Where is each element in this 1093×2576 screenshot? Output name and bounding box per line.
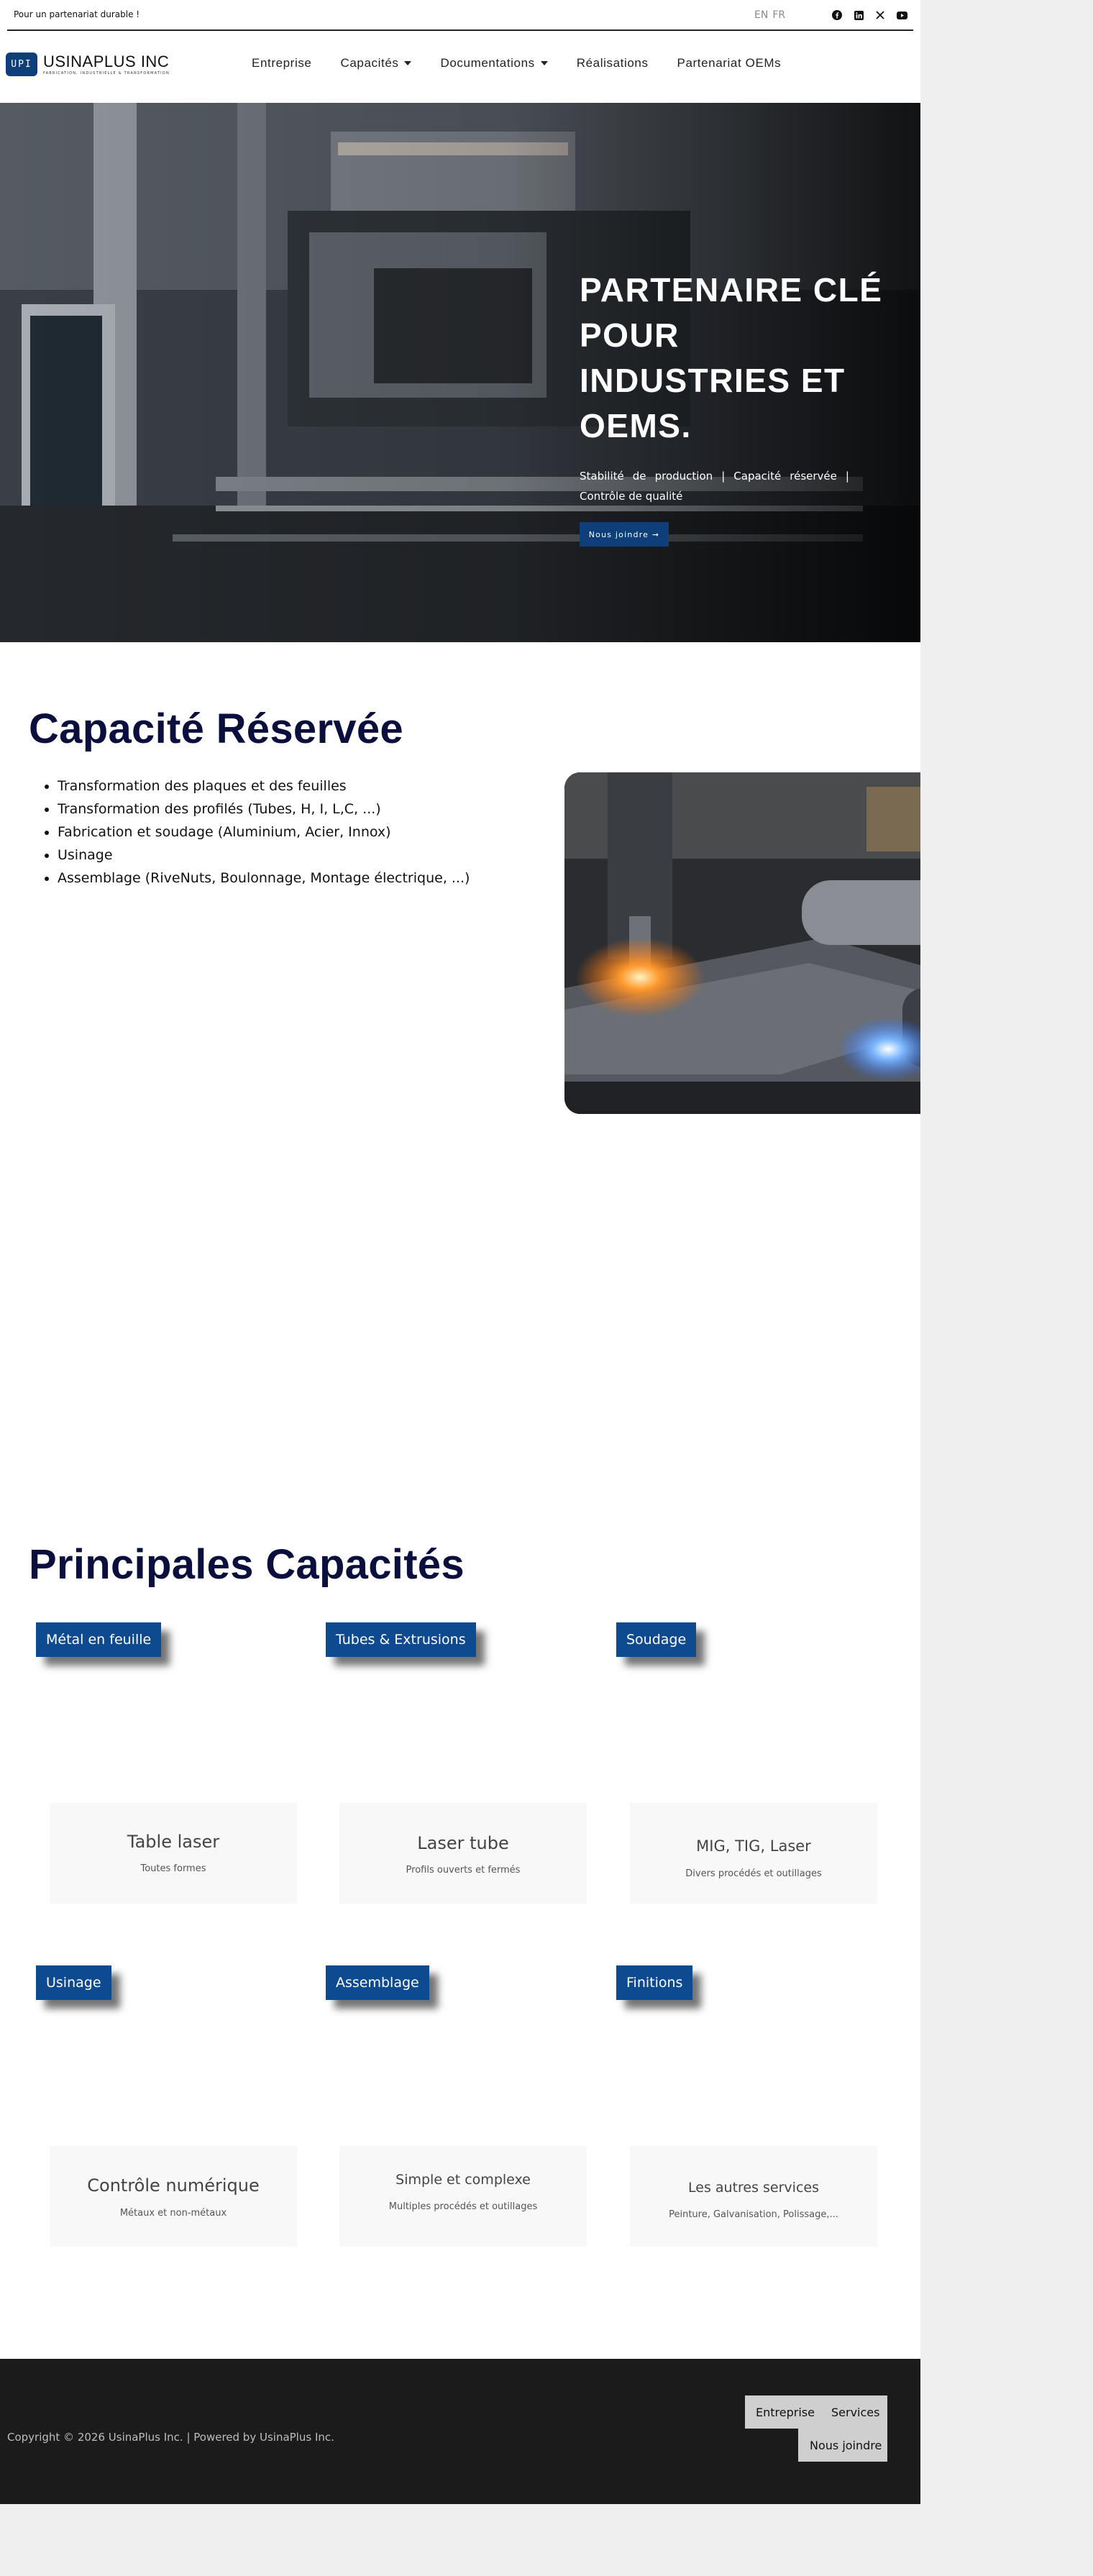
capability-card-finitions: Les autres services Peinture, Galvanisation, Polissage,... [630, 2146, 877, 2247]
copyright-text: Copyright © 2026 UsinaPlus Inc. | Powered by UsinaPlus Inc. [7, 2431, 334, 2444]
capability-card-table-laser: Table laser Toutes formes [50, 1803, 297, 1904]
youtube-icon[interactable] [895, 8, 909, 22]
tag-tubes-extrusions[interactable]: Tubes & Extrusions [326, 1622, 476, 1657]
lang-fr[interactable]: FR [772, 9, 786, 21]
logo-badge: UPI [6, 52, 37, 76]
contact-button[interactable]: Nous joindre ➞ [580, 522, 669, 547]
tag-assemblage[interactable]: Assemblage [326, 1965, 429, 2000]
language-switcher [754, 9, 790, 21]
list-item: • Transformation des plaques et des feuilles [58, 775, 470, 798]
x-icon[interactable] [873, 8, 887, 22]
list-item: • Transformation des profilés (Tubes, H, I, L,C, ...) [58, 798, 470, 821]
list-item: • Assemblage (RiveNuts, Boulonnage, Montage électrique, ...) [58, 867, 470, 890]
lang-en[interactable]: EN [754, 9, 769, 21]
main-capabilities-title: Principales Capacités [29, 1541, 465, 1588]
nav-capacites[interactable]: Capacités [340, 56, 411, 70]
top-bar [7, 0, 913, 31]
reserved-capacity-list [58, 775, 470, 890]
capability-card-usinage: Contrôle numérique Métaux et non-métaux [50, 2146, 297, 2247]
footer-link-nous-joindre[interactable]: Nous joindre [798, 2429, 887, 2462]
reserved-capacity-title: Capacité Réservée [29, 705, 403, 752]
nav-entreprise[interactable]: Entreprise [252, 56, 312, 70]
chevron-down-icon [404, 61, 411, 65]
nav-realisations[interactable]: Réalisations [576, 56, 649, 70]
hero-subtitle: Stabilité de production | Capacité réservée | Contrôle de qualité [580, 470, 849, 503]
footer-link-entreprise[interactable]: Entreprise [745, 2395, 823, 2429]
linkedin-icon[interactable] [851, 8, 866, 22]
list-item: • Fabrication et soudage (Aluminium, Acier, Innox) [58, 821, 470, 844]
footer-link-services[interactable]: Services [823, 2395, 887, 2429]
tag-soudage[interactable]: Soudage [616, 1622, 696, 1657]
hero-banner [0, 103, 920, 642]
chevron-down-icon [541, 61, 548, 65]
nav-partenariat-oems[interactable]: Partenariat OEMs [677, 56, 782, 70]
tag-metal-en-feuille[interactable]: Métal en feuille [36, 1622, 161, 1657]
capability-card-soudage: MIG, TIG, Laser Divers procédés et outillages [630, 1803, 877, 1904]
site-logo[interactable] [6, 52, 170, 76]
site-footer [0, 2359, 920, 2504]
tag-finitions[interactable]: Finitions [616, 1965, 692, 2000]
tag-usinage[interactable]: Usinage [36, 1965, 111, 2000]
capability-card-laser-tube: Laser tube Profils ouverts et fermés [339, 1803, 587, 1904]
fabrication-image [564, 772, 920, 1114]
social-links [830, 8, 909, 22]
main-nav [252, 56, 810, 70]
logo-subtitle: FABRICATION, INDUSTRIELLE & TRANSFORMATION [43, 70, 170, 76]
hero-title: PARTENAIRE CLÉ POUR INDUSTRIES ET OEMS. [580, 271, 883, 444]
nav-documentations[interactable]: Documentations [440, 56, 547, 70]
list-item: • Usinage [58, 844, 470, 867]
capability-card-assemblage: Simple et complexe Multiples procédés et outillages [339, 2146, 587, 2247]
logo-name: USINAPLUS INC [43, 52, 170, 70]
facebook-icon[interactable] [830, 8, 844, 22]
tagline: Pour un partenariat durable ! [14, 9, 140, 19]
